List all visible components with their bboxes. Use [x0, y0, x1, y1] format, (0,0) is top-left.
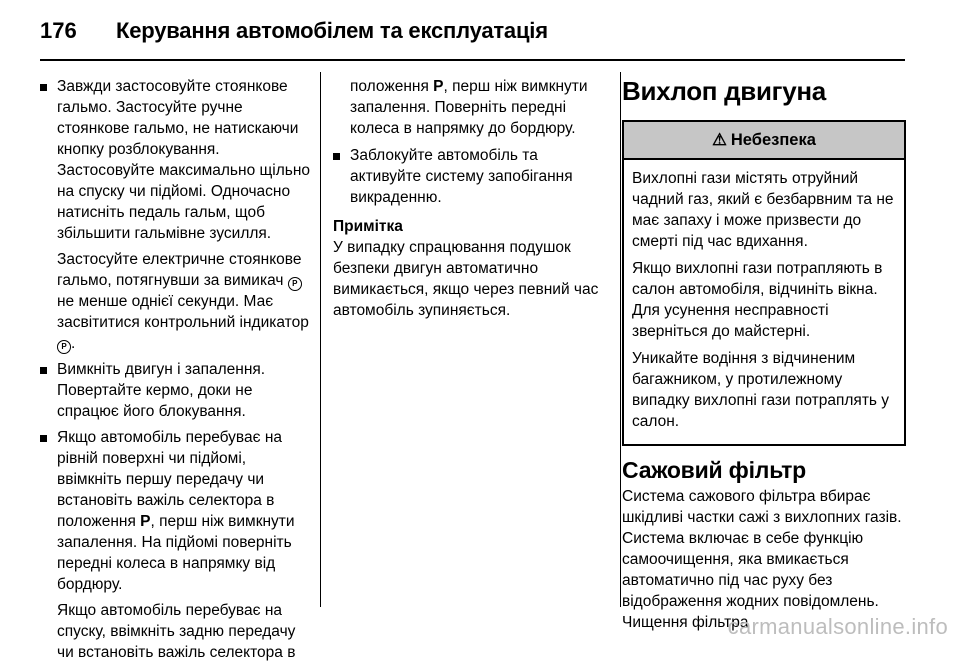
paragraph: Заблокуйте автомобіль та активуйте систему запобігання викраденню.: [350, 147, 573, 206]
bullet-icon: [40, 435, 47, 442]
warning-icon: ⚠: [712, 130, 727, 149]
list-item: [40, 427, 312, 663]
list-item: [40, 359, 312, 422]
paragraph: [57, 427, 312, 595]
note-text: У випадку спрацювання подушок безпеки двигун автоматично вимикається, якщо через певний час автомобіль зупиняється.: [333, 239, 599, 319]
text: , перш ніж вимкнути запалення. На підйомі поверніть передні колеса в напрямку від бордюру.: [57, 513, 295, 593]
warning-header: [624, 122, 904, 160]
column-left: [40, 76, 312, 668]
column-divider-right: [620, 72, 621, 607]
gear-position: P: [140, 513, 151, 530]
text: Якщо автомобіль перебуває на рівній поверхні чи підйомі, ввімкніть першу передачу чи встановіть важіль селектора в положення: [57, 429, 283, 530]
paragraph: [333, 76, 613, 139]
column-divider-left: [320, 72, 321, 607]
warning-title: Небезпека: [730, 130, 816, 149]
paragraph: Система сажового фільтра вбирає шкідливі частки сажі з вихлопних газів. Система включає в себе функцію самоочищення, яка вмикається автоматично під час руху без відображення жодних повідомлень. Чищення фільтра: [622, 488, 902, 631]
column-middle: [333, 76, 613, 326]
page-header: [40, 18, 920, 44]
subsection-title: Сажовий фільтр: [622, 457, 807, 483]
parking-brake-indicator-icon: P: [57, 340, 71, 354]
paragraph: Вихлопні гази містять отруйний чадний газ, який є безбарвним та не має запаху і може призвести до смерті під час вдихання.: [632, 170, 894, 250]
paragraph: Якщо автомобіль перебуває на спуску, ввімкніть задню передачу чи встановіть важіль селектора в: [57, 602, 296, 661]
note-title: Примітка: [333, 218, 403, 235]
page-number: 176: [40, 18, 77, 43]
bullet-icon: [40, 367, 47, 374]
text: положення: [350, 78, 429, 95]
paragraph: Вимкніть двигун і запалення. Повертайте кермо, доки не спрацює його блокування.: [57, 361, 266, 420]
bullet-icon: [40, 84, 47, 91]
gear-position: P: [433, 78, 444, 95]
column-right: [622, 76, 906, 638]
watermark: carmanualsonline.info: [727, 614, 948, 639]
text: , перш ніж вимкнути запалення. Поверніть передні колеса в напрямку до бордюру.: [350, 78, 588, 137]
paragraph: Уникайте водіння з відчиненим багажником, у протилежному випадку вихлопні гази потраплять у салон.: [632, 350, 890, 430]
warning-body: [624, 160, 904, 444]
list-item: [40, 76, 312, 354]
text: .: [71, 335, 76, 352]
paragraph: [57, 249, 312, 354]
paragraph: Завжди застосовуйте стоянкове гальмо. Застосуйте ручне стоянкове гальмо, не натискаючи кнопку розблокування. Застосовуйте максимально щільно на спуску чи підйомі. Одночасно натисніть педаль гальм, щоб збільшити гальмівне зусилля.: [57, 78, 310, 242]
text: не менше однієї секунди. Має засвітитися контрольний індикатор: [57, 293, 309, 331]
parking-brake-icon: P: [288, 277, 302, 291]
text: Застосуйте електричне стоянкове гальмо, потягнувши за вимикач: [57, 251, 302, 289]
bullet-icon: [333, 153, 340, 160]
warning-box: [622, 120, 906, 446]
list-item: [333, 145, 613, 208]
section-title: Вихлоп двигуна: [622, 76, 826, 106]
header-divider: [40, 59, 905, 61]
paragraph: Якщо вихлопні гази потрапляють в салон автомобіля, відчиніть вікна. Для усунення несправності зверніться до майстерні.: [632, 260, 883, 340]
chapter-title: Керування автомобілем та експлуатація: [116, 18, 548, 43]
